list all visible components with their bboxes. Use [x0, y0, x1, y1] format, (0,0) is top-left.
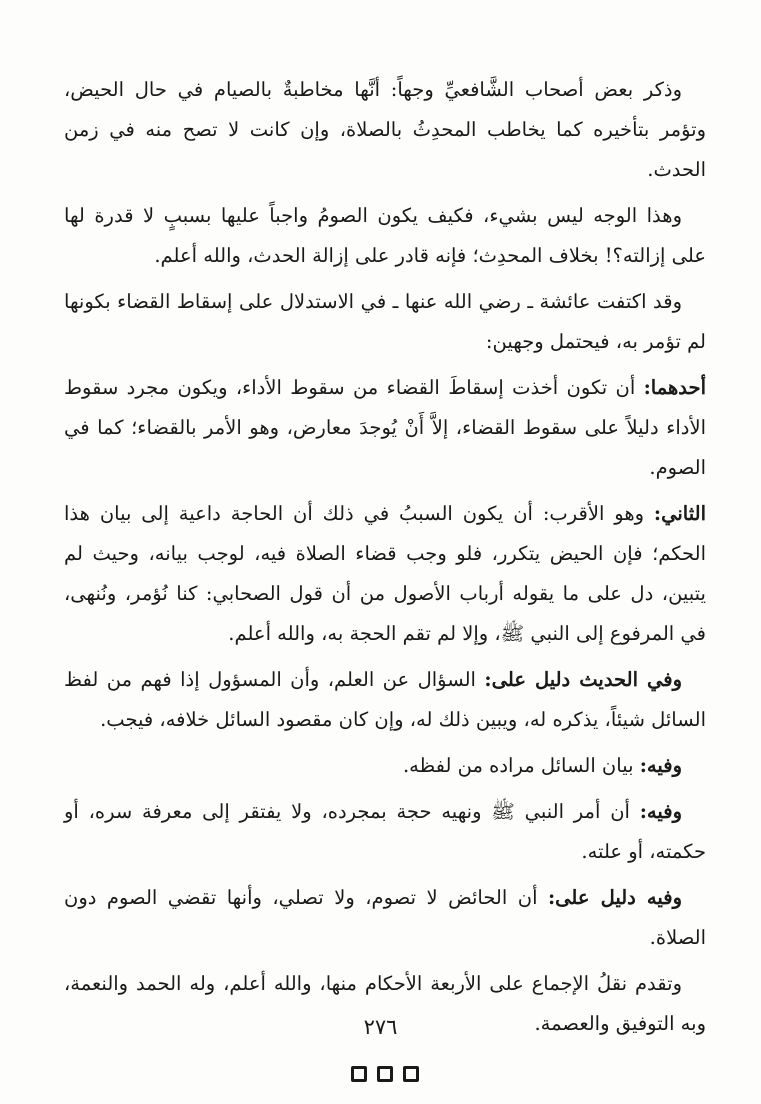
paragraph-6 — [64, 660, 706, 740]
paragraph-5-lead: الثاني: — [653, 502, 706, 525]
square-ornament-icon — [351, 1066, 367, 1082]
paragraph-2-text: وهذا الوجه ليس بشيء، فكيف يكون الصومُ واجباً عليها بسببٍ لا قدرة لها على إزالته؟! بخلاف المحدِث؛ فإنه قادر على إزالة الحدث، والله أعلم. — [64, 204, 706, 267]
paragraph-7 — [64, 746, 706, 786]
paragraph-10-text: وتقدم نقلُ الإجماع على الأربعة الأحكام منها، والله أعلم، وله الحمد والنعمة، وبه التوفيق والعصمة. — [64, 972, 706, 1035]
paragraph-7-text: بيان السائل مراده من لفظه. — [402, 754, 640, 777]
paragraph-8-lead: وفيه: — [639, 800, 682, 823]
paragraph-8 — [64, 792, 706, 872]
page-number: ٢٧٦ — [363, 1015, 398, 1039]
section-divider — [64, 1066, 706, 1082]
paragraph-2 — [64, 196, 706, 276]
square-ornament-icon — [377, 1066, 393, 1082]
paragraph-3-text: وقد اكتفت عائشة ـ رضي الله عنها ـ في الاستدلال على إسقاط القضاء بكونها لم تؤمر به، فيحتمل وجهين: — [64, 290, 706, 353]
paragraph-9-text: أن الحائض لا تصوم، ولا تصلي، وأنها تقضي الصوم دون الصلاة. — [64, 886, 706, 949]
paragraph-6-lead: وفي الحديث دليل على: — [484, 668, 682, 691]
paragraph-4 — [64, 368, 706, 488]
paragraph-5-text: وهو الأقرب: أن يكون السببُ في ذلك أن الحاجة داعية إلى بيان هذا الحكم؛ فإن الحيض يتكرر، فلو وجب قضاء الصلاة فيه، لوجب بيانه، وحيث لم يتبين، دل على ما يقوله أرباب الأصول من أن قول الصحابي: كنا نُؤمر، ونُنهى، في المرفوع إلى النبي ﷺ، وإلا لم تقم الحجة به، والله أعلم. — [64, 502, 706, 645]
paragraph-6-text: السؤال عن العلم، وأن المسؤول إذا فهم من لفظ السائل شيئاً، يذكره له، ويبين ذلك له، وإن كان مقصود السائل خلافه، فيجب. — [64, 668, 706, 731]
paragraph-8-text: أن أمر النبي ﷺ ونهيه حجة بمجرده، ولا يفتقر إلى معرفة سره، أو حكمته، أو علته. — [64, 800, 706, 863]
page-body — [64, 70, 706, 1082]
square-ornament-icon — [403, 1066, 419, 1082]
paragraph-1 — [64, 70, 706, 190]
paragraph-1-text: وذكر بعض أصحاب الشَّافعيِّ وجهاً: أنَّها مخاطبةٌ بالصيام في حال الحيض، وتؤمر بتأخيره كما يخاطب المحدِثُ بالصلاة، وإن كانت لا تصح منه في زمن الحدث. — [64, 78, 706, 181]
paragraph-7-lead: وفيه: — [639, 754, 682, 777]
paragraph-9 — [64, 878, 706, 958]
paragraph-5 — [64, 494, 706, 654]
paragraph-9-lead: وفيه دليل على: — [547, 886, 682, 909]
paragraph-3 — [64, 282, 706, 362]
paragraph-4-text: أن تكون أخذت إسقاطَ القضاء من سقوط الأداء، ويكون مجرد سقوط الأداء دليلاً على سقوط القضاء، إلاَّ أَنْ يُوجدَ معارض، وهو الأمر بالقضاء؛ كما في الصوم. — [64, 376, 706, 479]
paragraph-4-lead: أحدهما: — [643, 376, 706, 399]
